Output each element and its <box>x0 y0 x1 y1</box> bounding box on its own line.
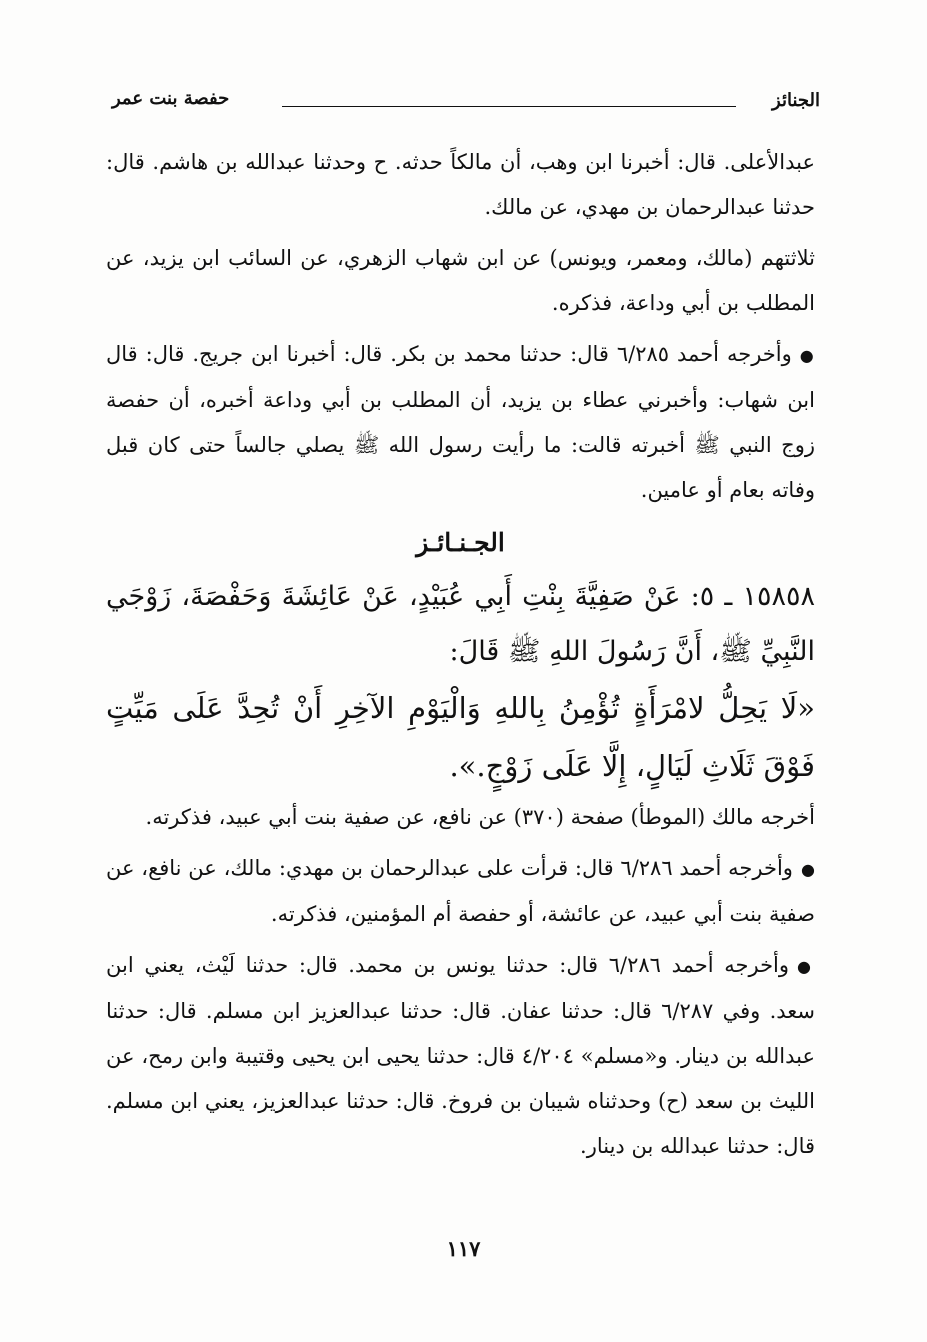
hadith-intro: ١٥٨٥٨ ـ ٥: عَنْ صَفِيَّةَ بِنْتِ أَبِي عُبَيْدٍ، عَنْ عَائِشَةَ وَحَفْصَةَ، زَوْجَي النَّبِيِّ ﷺ، أَنَّ رَسُولَ اللهِ ﷺ قَالَ: <box>106 581 815 667</box>
page-number: ١١٧ <box>446 1236 481 1261</box>
header-rule <box>282 106 736 107</box>
bullet-paragraph: ● وأخرجه أحمد ٦/٢٨٦ قال: حدثنا يونس بن محمد. قال: حدثنا لَيْث، يعني ابن سعد. وفي ٦/٢٨٧ قال: حدثنا عفان. قال: حدثنا عبدالعزيز ابن مسلم. قال: حدثنا عبدالله بن دينار. و«مسلم» ٤/٢٠٤ قال: حدثنا يحيى ابن يحيى وقتيبة وابن رمح، عن الليث بن سعد (ح) وحدثناه شيبان بن فروخ. قال: حدثنا عبدالعزيز، يعني ابن مسلم. قال: حدثنا عبدالله بن دينار. <box>106 943 815 1169</box>
page-body <box>106 140 815 1175</box>
section-title: الجـنـائـز <box>416 528 505 557</box>
running-subject-title: حفصة بنت عمر <box>112 88 230 109</box>
running-chapter-title: الجنائز <box>772 90 820 111</box>
hadith-quote: «لَا يَحِلُّ لامْرَأَةٍ تُؤْمِنُ بِاللهِ وَالْيَوْمِ الآخِرِ أَنْ تُحِدَّ عَلَى مَيِّتٍ فَوْقَ ثَلَاثِ لَيَالٍ، إِلَّا عَلَى زَوْجٍ.». <box>106 691 815 783</box>
bullet-paragraph: ● وأخرجه أحمد ٦/٢٨٥ قال: حدثنا محمد بن بكر. قال: أخبرنا ابن جريج. قال: قال ابن شهاب: وأخبرني عطاء بن يزيد، أن المطلب بن أبي وداعة أخبره، أن حفصة زوج النبي ﷺ أخبرته قالت: ما رأيت رسول الله ﷺ يصلي جالساً حتى كان قبل وفاته بعام أو عامين. <box>106 332 815 513</box>
bullet-paragraph: ● وأخرجه أحمد ٦/٢٨٦ قال: قرأت على عبدالرحمان بن مهدي: مالك، عن نافع، عن صفية بنت أبي عبيد، عن عائشة، أو حفصة أم المؤمنين، فذكرته. <box>106 846 815 937</box>
paragraph: أخرجه مالك (الموطأ) صفحة (٣٧٠) عن نافع، عن صفية بنت أبي عبيد، فذكرته. <box>145 805 815 829</box>
page-header <box>112 86 820 124</box>
paragraph: ثلاثتهم (مالك، ومعمر، ويونس) عن ابن شهاب الزهري، عن السائب ابن يزيد، عن المطلب بن أبي وداعة، فذكره. <box>106 246 815 315</box>
paragraph: عبدالأعلى. قال: أخبرنا ابن وهب، أن مالكاً حدثه. ح وحدثنا عبدالله بن هاشم. قال: حدثنا عبدالرحمان بن مهدي، عن مالك. <box>106 150 815 219</box>
